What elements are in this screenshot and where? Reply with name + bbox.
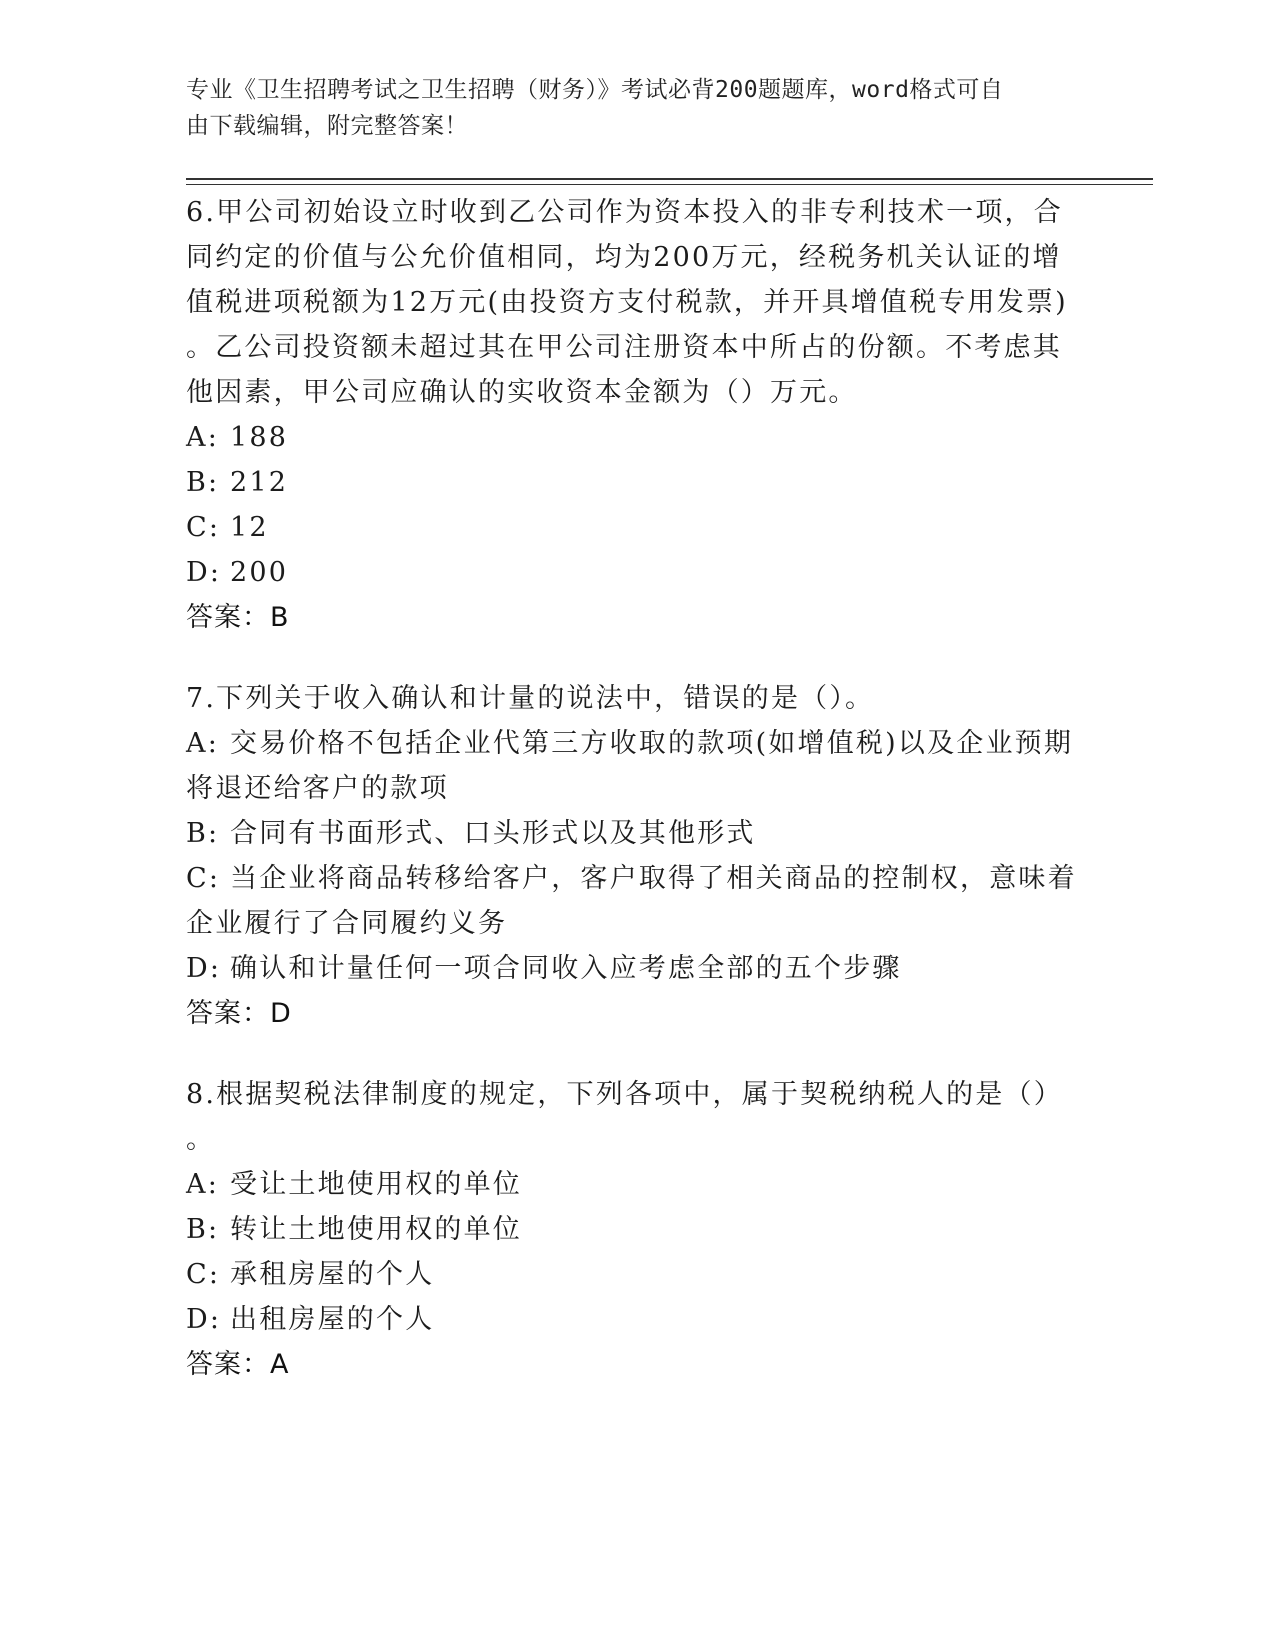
option-key: B: [186,467,220,498]
option-b [186,811,1086,856]
option-key: C: [186,863,221,894]
header-divider-thick [186,178,1153,180]
option-key: D: [186,557,222,588]
question-7 [186,676,1086,1036]
option-text: 转让土地使用权的单位 [230,1214,522,1245]
option-d [186,946,1086,991]
option-a [186,415,1086,460]
header-line-2: 由下载编辑，附完整答案！ [186,113,468,139]
option-text: 合同有书面形式、口头形式以及其他形式 [230,818,756,849]
option-key: A: [186,728,219,759]
option-text: 212 [230,467,289,498]
option-b [186,1207,1086,1252]
header-divider-thin [186,184,1153,185]
option-d [186,1297,1086,1342]
option-c [186,505,1086,550]
option-key: B: [186,1214,220,1245]
question-stem-line: 6.甲公司初始设立时收到乙公司作为资本投入的非专利技术一项，合 [186,197,1063,228]
question-8 [186,1072,1086,1387]
option-text: 交易价格不包括企业代第三方收取的款项(如增值税)以及企业预期 [230,728,1074,759]
question-list [186,190,1086,1423]
question-stem-line: 值税进项税额为12万元(由投资方支付税款，并开具增值税专用发票) [186,287,1068,318]
option-text: 出租房屋的个人 [230,1304,435,1335]
option-c [186,1252,1086,1297]
option-key: A: [186,422,219,453]
option-key: C: [186,512,221,543]
option-d [186,550,1086,595]
option-text: 200 [230,557,289,588]
question-stem-line: 同约定的价值与公允价值相同，均为200万元，经税务机关认证的增 [186,242,1062,273]
option-key: B: [186,818,220,849]
question-stem-line: 他因素，甲公司应确认的实收资本金额为（）万元。 [186,377,858,408]
answer-label: 答案：D [186,998,292,1029]
question-stem-line: 7.下列关于收入确认和计量的说法中，错误的是（）。 [186,683,875,714]
answer-label: 答案：B [186,602,290,633]
question-stem-line: 。乙公司投资额未超过其在甲公司注册资本中所占的份额。不考虑其 [186,332,1062,363]
question-stem-line: 。 [186,1124,216,1155]
header-line-1: 专业《卫生招聘考试之卫生招聘（财务）》考试必背200题题库，word格式可自 [186,77,1004,103]
option-b [186,460,1086,505]
option-text: 当企业将商品转移给客户，客户取得了相关商品的控制权，意味着 [230,863,1077,894]
option-text: 确认和计量任何一项合同收入应考虑全部的五个步骤 [230,953,902,984]
option-a [186,721,1086,766]
option-text-continued: 将退还给客户的款项 [186,773,449,804]
option-key: D: [186,1304,222,1335]
option-text: 188 [230,422,289,453]
option-a [186,1162,1086,1207]
document-header [186,72,1066,144]
option-key: A: [186,1169,219,1200]
option-text: 12 [230,512,269,543]
option-key: C: [186,1259,221,1290]
option-key: D: [186,953,222,984]
option-text: 承租房屋的个人 [230,1259,435,1290]
option-text-continued: 企业履行了合同履约义务 [186,908,508,939]
answer-label: 答案：A [186,1349,290,1380]
option-c [186,856,1086,901]
question-stem-line: 8.根据契税法律制度的规定，下列各项中，属于契税纳税人的是（） [186,1079,1063,1110]
option-text: 受让土地使用权的单位 [230,1169,522,1200]
question-6 [186,190,1086,640]
